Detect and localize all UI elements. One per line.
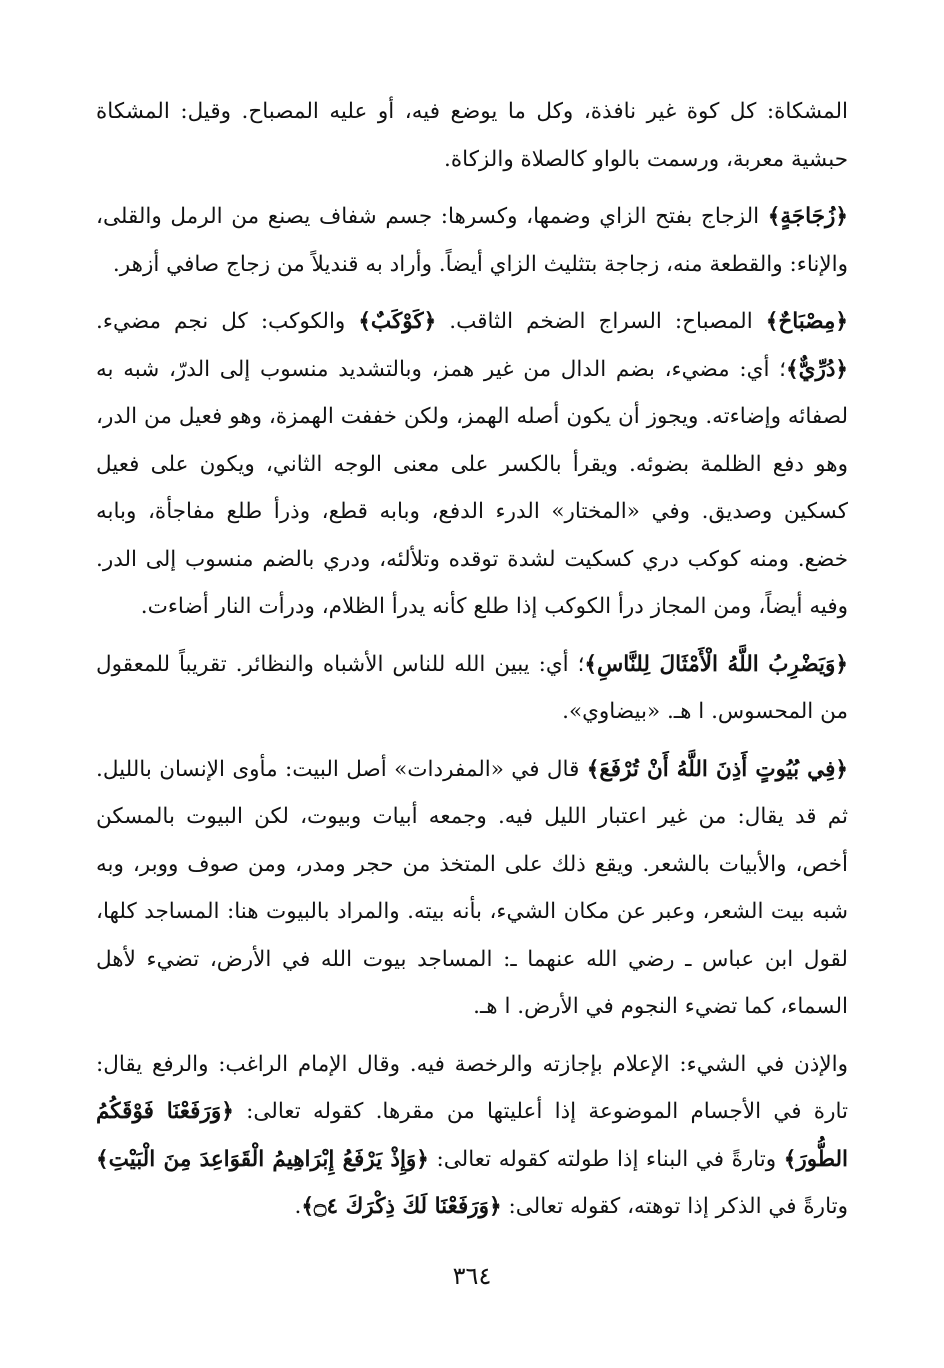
quran-quote: ﴿وَرَفَعْنَا فَوْقَكُمُ الطُّورَ﴾: [96, 1099, 848, 1172]
body-text: [96, 88, 848, 1231]
quran-quote: ﴿دُرِّيٌّ﴾: [786, 356, 848, 382]
text-segment: .: [294, 1194, 302, 1219]
text-segment: والكوكب: كل نجم مضيء.: [96, 309, 359, 334]
quran-quote: ﴿كَوْكَبٌ﴾: [358, 309, 437, 334]
quran-quote: ﴿وَيَضْرِبُ اللَّهُ الْأَمْثَالَ لِلنَّاسِ﴾: [584, 651, 849, 677]
paragraph-6: [96, 1041, 848, 1231]
quran-quote: ﴿مِصْبَاحٌ﴾: [765, 309, 848, 334]
paragraph-5: [96, 746, 848, 1031]
paragraph-3: [96, 298, 848, 631]
paragraph-2: [96, 193, 848, 288]
text-segment: والإذن في الشيء: الإعلام بإجازته والرخصة فيه. وقال الإمام الراغب: والرفع يقال: تارة في الأجسام الموضوعة إذا أعليتها من مقرها. كقوله تعالى:: [96, 1051, 848, 1124]
text-segment: قال في «المفردات» أصل البيت: مأوى الإنسان بالليل. ثم قد يقال: من غير اعتبار الليل فيه. وجمعه أبيات وبيوت، لكن البيوت بالمسكن أخص، والأبيات بالشعر. ويقع ذلك على المتخذ من حجر ومدر، ومن صوف ووبر، وبه شبه بيت الشعر، وعبر عن مكان الشيء، بأنه بيته. والمراد بالبيوت هنا: المساجد كلها، لقول ابن عباس ـ رضي الله عنهما ـ: المساجد بيوت الله في الأرض، تضيء لأهل السماء، كما تضيء النجوم في الأرض. ا هـ.: [96, 756, 848, 1019]
quran-quote: ﴿وَرَفَعْنَا لَكَ ذِكْرَكَ ۝٤﴾: [301, 1194, 502, 1219]
paragraph-4: [96, 641, 848, 736]
page-number: ٣٦٤: [452, 1262, 492, 1290]
text-segment: المشكاة: كل كوة غير نافذة، وكل ما يوضع فيه، أو عليه المصباح. وقيل: المشكاة حبشية معربة، ورسمت بالواو كالصلاة والزكاة.: [96, 99, 848, 172]
text-segment: وتارةً في البناء إذا طولته كقوله تعالى:: [428, 1146, 784, 1172]
text-segment: ؛ أي: مضيء، بضم الدال من غير همز، وبالتشديد منسوب إلى الدرّ، شبه به لصفائه وإضاءته. ويجوز أن يكون أصله الهمز، ولكن خففت الهمزة، وهو فعيل من الدر، وهو دفع الظلمة بضوئه. ويقرأ بالكسر على معنى الوجه الثاني، ويكون على فعيل كسكين وصديق. وفي «المختار» الدرء الدفع، وبابه قطع، وذرأ طلع مفاجأة، وبابه خضع. ومنه كوكب دري كسكيت لشدة توقده وتلألئه، ودري بالضم منسوب إلى الدر. وفيه أيضاً، ومن المجاز درأ الكوكب إذا طلع كأنه يدرأ الظلام، ودرأت النار أضاءت.: [96, 356, 848, 619]
quran-quote: ﴿زُجَاجَةٍ﴾: [767, 204, 848, 229]
quran-quote: ﴿فِي بُيُوتٍ أَذِنَ اللَّهُ أَنْ تُرْفَعَ﴾: [586, 756, 848, 782]
paragraph-1: [96, 88, 848, 183]
text-segment: وتارةً في الذكر إذا توهته، كقوله تعالى:: [501, 1194, 848, 1219]
text-segment: ؛ أي: يبين الله للناس الأشباه والنظائر. تقريباً للمعقول من المحسوس. ا هـ. «بيضاوي».: [96, 651, 848, 724]
text-segment: الزجاج بفتح الزاي وضمها، وكسرها: جسم شفاف يصنع من الرمل والقلى، والإناء: والقطعة منه، زجاجة بتثليث الزاي أيضاً. وأراد به قنديلاً من زجاج صافي أزهر.: [96, 204, 848, 277]
quran-quote: ﴿وَإِذْ يَرْفَعُ إِبْرَاهِيمُ الْقَوَاعِدَ مِنَ الْبَيْتِ﴾: [96, 1146, 429, 1172]
text-segment: المصباح: السراج الضخم الثاقب.: [436, 309, 766, 334]
